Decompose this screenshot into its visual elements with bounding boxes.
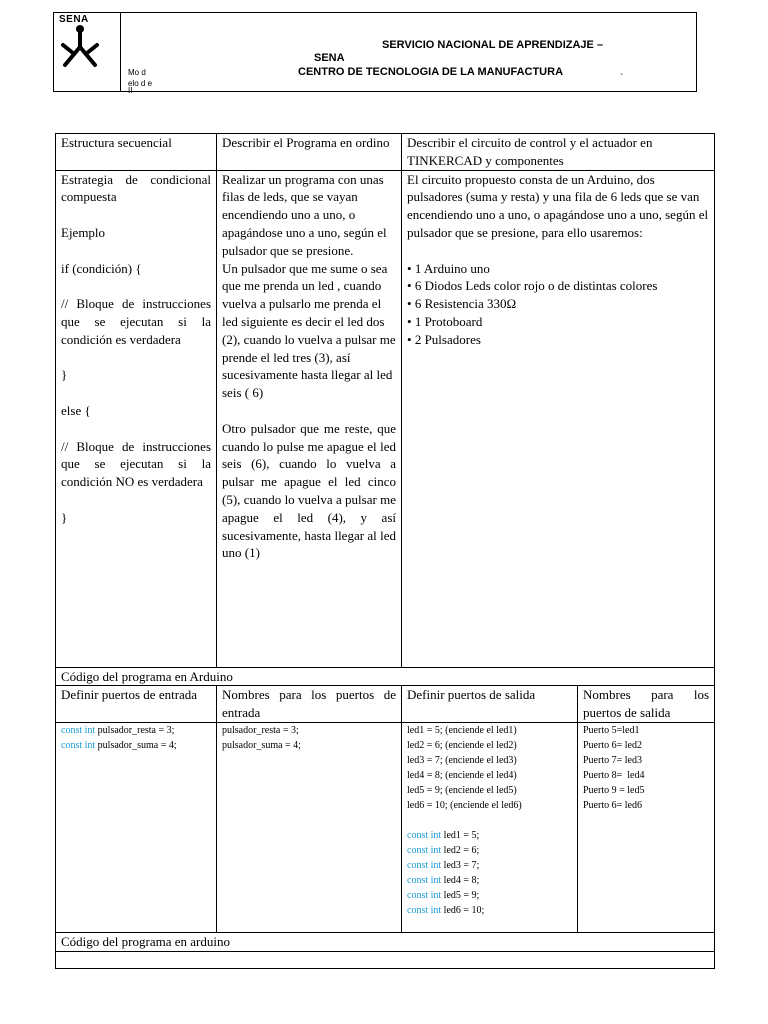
table-row-ports-body xyxy=(56,722,715,932)
table-row-empty xyxy=(56,951,715,968)
list-item: • 1 Protoboard xyxy=(407,313,709,331)
example-line: Ejemplo xyxy=(61,224,106,240)
code-line: const int led1 = 5; xyxy=(407,829,480,841)
example-line: } xyxy=(61,367,68,383)
table-row-code-title xyxy=(56,667,715,686)
header-tick-mark: ` xyxy=(620,73,624,84)
main-table xyxy=(55,133,715,969)
code-line: pulsador_suma = 4; xyxy=(222,739,301,751)
code-line: Puerto 8= led4 xyxy=(583,769,645,781)
table-row-content xyxy=(56,170,715,667)
sena-logo-text: SENA xyxy=(59,14,89,25)
description-p3: Otro pulsador que me reste, que cuando lo pulse me apague el led seis (6), cuando lo vuelva a pulsar me apague el led cinco (5), cuando lo vuelva a pulsar me apague el led (4), y así sucesivamente, hasta llegar al led uno (1) xyxy=(222,420,396,561)
list-item: • 2 Pulsadores xyxy=(407,331,709,349)
code-line: led1 = 5; (enciende el led1) xyxy=(407,724,517,736)
modelo-line-2: elo d e xyxy=(128,79,153,88)
code-line: led2 = 6; (enciende el led2) xyxy=(407,739,517,751)
example-line: } xyxy=(61,509,68,525)
example-line: // Bloque de instrucciones que se ejecutan si la condición es verdadera xyxy=(61,296,211,347)
spacer-line xyxy=(61,206,211,224)
example-line: Estrategia de condicional compuesta xyxy=(61,171,211,205)
table-row-ports-header xyxy=(56,686,715,723)
modelo-label xyxy=(128,67,168,93)
modelo-line-1: Mo d xyxy=(128,68,146,77)
code-line: led6 = 10; (enciende el led6) xyxy=(407,799,522,811)
ports-header-input-names: Nombres para los puertos de entrada xyxy=(217,686,402,723)
cell-estructura: Estructura secuencial xyxy=(56,134,217,171)
code-line: const int led4 = 8; xyxy=(407,874,480,886)
components-list xyxy=(407,260,709,349)
logo-cell xyxy=(54,13,121,91)
code-line: const int led3 = 7; xyxy=(407,859,480,871)
output-defs-cell xyxy=(402,722,578,932)
document-header xyxy=(53,12,697,95)
cell-describir-programa: Describir el Programa en ordino xyxy=(217,134,402,171)
empty-cell xyxy=(56,951,715,968)
code-line: led3 = 7; (enciende el led3) xyxy=(407,754,517,766)
cell-circuit-description xyxy=(402,170,715,667)
output-names-cell xyxy=(578,722,715,932)
table-row-code-title-2 xyxy=(56,932,715,951)
code-line: const int led2 = 6; xyxy=(407,844,480,856)
input-defs-cell xyxy=(56,722,217,932)
table-row-headers xyxy=(56,134,715,171)
ports-header-input-defs: Definir puertos de entrada xyxy=(56,686,217,723)
code-line: Puerto 9 = led5 xyxy=(583,784,645,796)
spacer-line xyxy=(61,384,211,402)
modelo-line-3: II xyxy=(128,86,133,95)
code-line: const int led6 = 10; xyxy=(407,904,485,916)
spacer-line xyxy=(61,420,211,438)
sena-logo-icon xyxy=(57,23,103,69)
cell-describir-circuito: Describir el circuito de control y el actuador en TINKERCAD y componentes xyxy=(402,134,715,171)
code-line: const int led5 = 9; xyxy=(407,889,480,901)
header-title-line1: SERVICIO NACIONAL DE APRENDIZAJE – xyxy=(382,39,604,51)
spacer-line xyxy=(61,277,211,295)
header-title-sena: SENA xyxy=(314,52,345,64)
list-item: • 6 Diodos Leds color rojo o de distintas colores xyxy=(407,277,709,295)
header-title-line2: CENTRO DE TECNOLOGIA DE LA MANUFACTURA xyxy=(298,66,564,78)
cell-estrategia xyxy=(56,170,217,667)
list-item: • 6 Resistencia 330Ω xyxy=(407,295,709,313)
ports-header-output-defs: Definir puertos de salida xyxy=(402,686,578,723)
example-line: if (condición) { xyxy=(61,260,142,276)
list-item: • 1 Arduino uno xyxy=(407,260,709,278)
circuit-intro: El circuito propuesto consta de un Arduino, dos pulsadores (suma y resta) y una fila de 6 leds que se van encendiendo uno a uno, o apagándose uno a uno, según el pulsador que se presione, para ello usaremos: xyxy=(407,171,709,240)
code-title-2: Código del programa en arduino xyxy=(56,932,715,951)
code-line: pulsador_resta = 3; xyxy=(222,724,299,736)
example-line: else { xyxy=(61,402,91,418)
code-line: const int pulsador_resta = 3; xyxy=(61,724,175,736)
code-line: Puerto 7= led3 xyxy=(583,754,642,766)
code-line: led4 = 8; (enciende el led4) xyxy=(407,769,517,781)
description-p1: Realizar un programa con unas filas de leds, que se vayan encendiendo uno a uno, o apagándose uno a uno, según el pulsador que se presione. xyxy=(222,171,387,258)
code-line: Puerto 5=led1 xyxy=(583,724,640,736)
code-line: Puerto 6= led2 xyxy=(583,739,642,751)
code-title-1: Código del programa en Arduino xyxy=(56,667,715,686)
cell-program-description xyxy=(217,170,402,667)
code-line: Puerto 6= led6 xyxy=(583,799,642,811)
description-p2: Un pulsador que me sume o sea que me prenda un led , cuando vuelva a pulsarlo me prenda el led siguiente es decir el led dos (2), cuando lo vuelva a pulsar me prende el led tres (3), así sucesivamente hasta llegar al led seis ( 6) xyxy=(222,260,396,401)
spacer-line xyxy=(61,491,211,509)
example-line: // Bloque de instrucciones que se ejecutan si la condición NO es verdadera xyxy=(61,438,211,490)
code-line: led5 = 9; (enciende el led5) xyxy=(407,784,517,796)
code-line: const int pulsador_suma = 4; xyxy=(61,739,177,751)
spacer-line xyxy=(61,349,211,367)
ports-header-output-names: Nombres para los puertos de salida xyxy=(578,686,715,723)
spacer-line xyxy=(61,242,211,260)
input-names-cell xyxy=(217,722,402,932)
